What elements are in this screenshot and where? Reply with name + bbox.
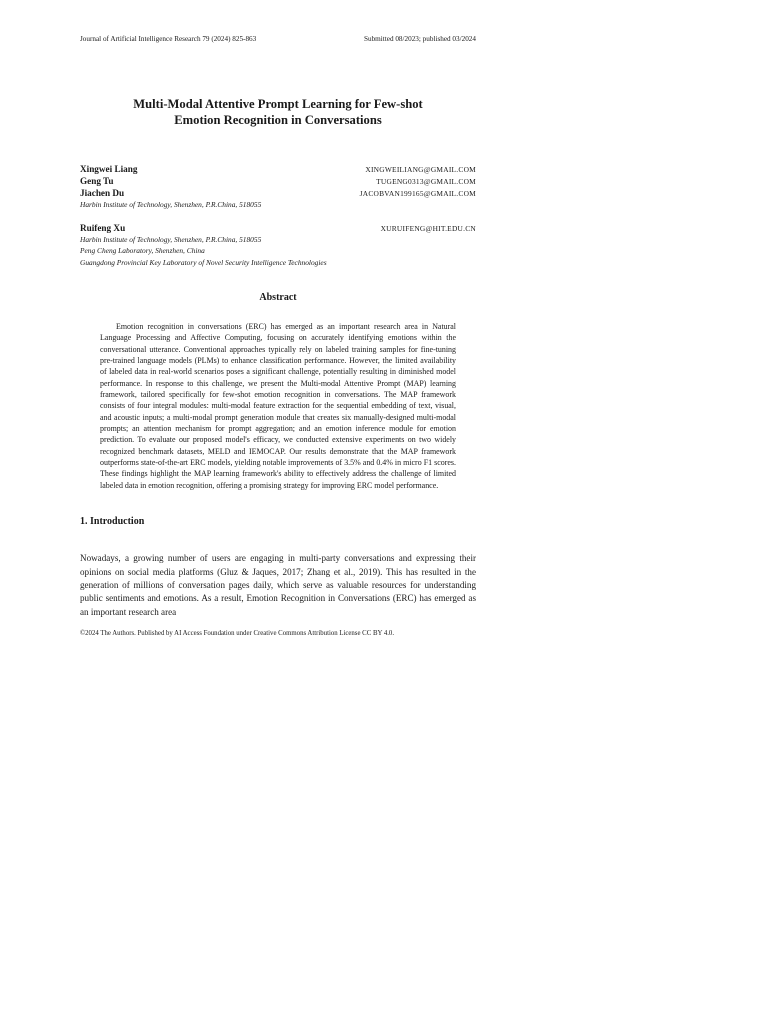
journal-citation: Journal of Artificial Intelligence Research 79 (2024) 825-863 — [80, 35, 257, 43]
author-email[interactable]: XURUIFENG@HIT.EDU.CN — [380, 223, 476, 233]
title-line-1: Multi-Modal Attentive Prompt Learning for Few-shot — [133, 97, 423, 111]
affiliation: Harbin Institute of Technology, Shenzhen, P.R.China, 518055 — [80, 200, 262, 209]
author-email[interactable]: JACOBVAN199165@GMAIL.COM — [359, 189, 476, 198]
author-email[interactable]: TUGENG0313@GMAIL.COM — [376, 177, 476, 186]
author-name: Xingwei Liang — [80, 164, 138, 174]
title-line-2: Emotion Recognition in Conversations — [174, 113, 382, 127]
license-footer: ©2024 The Authors. Published by AI Access Foundation under Creative Commons Attribution License CC BY 4.0. — [80, 630, 395, 638]
author-row — [80, 222, 476, 234]
paper-page — [80, 30, 476, 638]
running-header — [80, 34, 476, 44]
author-row — [80, 175, 476, 187]
author-row — [80, 163, 476, 175]
author-email[interactable]: XINGWEILIANG@GMAIL.COM — [365, 165, 476, 174]
author-name: Jiachen Du — [80, 188, 125, 198]
author-name: Geng Tu — [80, 176, 114, 186]
affiliation: Guangdong Provincial Key Laboratory of Novel Security Intelligence Technologies — [80, 257, 327, 267]
abstract-text: Emotion recognition in conversations (ERC) has emerged as an important research area in Natural Language Processing and Affective Computing, focusing on accurately identifying emotions within the conversational utterance. Conventional approaches typically rely on labeled training samples for fine-tuning pre-trained language models (PLMs) to enhance classification performance. However, the limited availability of labeled data in real-world scenarios poses a significant challenge, potentially resulting in diminished model performance. In response to this challenge, we present the Multi-modal Attentive Prompt (MAP) learning framework, tailored specifically for few-shot emotion recognition in conversations. The MAP framework consists of four integral modules: multi-modal feature extraction for the sequential embedding of text, visual, and acoustic inputs; a multi-modal prompt generation module that creates six manually-designed multi-modal prompts; an attention mechanism for prompt aggregation; and an emotion inference module for emotion prediction. To evaluate our proposed model's efficacy, we conducted extensive experiments on two widely recognized benchmark datasets, MELD and IEMOCAP. Our results demonstrate that the MAP framework outperforms state-of-the-art ERC models, yielding notable improvements of 3.5% and 0.4% in micro F1 scores. These findings highlight the MAP learning framework's ability to effectively address the challenge of limited labeled data in emotion recognition, offering a promising strategy for improving ERC model performance. — [100, 322, 456, 490]
affiliation: Peng Cheng Laboratory, Shenzhen, China — [80, 246, 205, 255]
submission-dates: Submitted 08/2023; published 03/2024 — [363, 35, 476, 43]
section-heading-introduction: 1. Introduction — [80, 516, 145, 528]
paper-title — [80, 96, 476, 128]
abstract-heading: Abstract — [259, 292, 297, 303]
author-row — [80, 187, 476, 199]
introduction-text: Nowadays, a growing number of users are engaging in multi-party conversations and expressing their opinions on social media platforms (Gluz & Jaques, 2017; Zhang et al., 2019). This has resulted in the generation of millions of conversation pages daily, which serve as valuable resources for understanding public sentiments and emotions. As a result, Emotion Recognition in Conversations (ERC) has emerged as an important research area — [80, 553, 476, 617]
author-name: Ruifeng Xu — [80, 222, 126, 233]
affiliation: Harbin Institute of Technology, Shenzhen, P.R.China, 518055 — [80, 234, 262, 244]
author-block — [80, 163, 476, 268]
